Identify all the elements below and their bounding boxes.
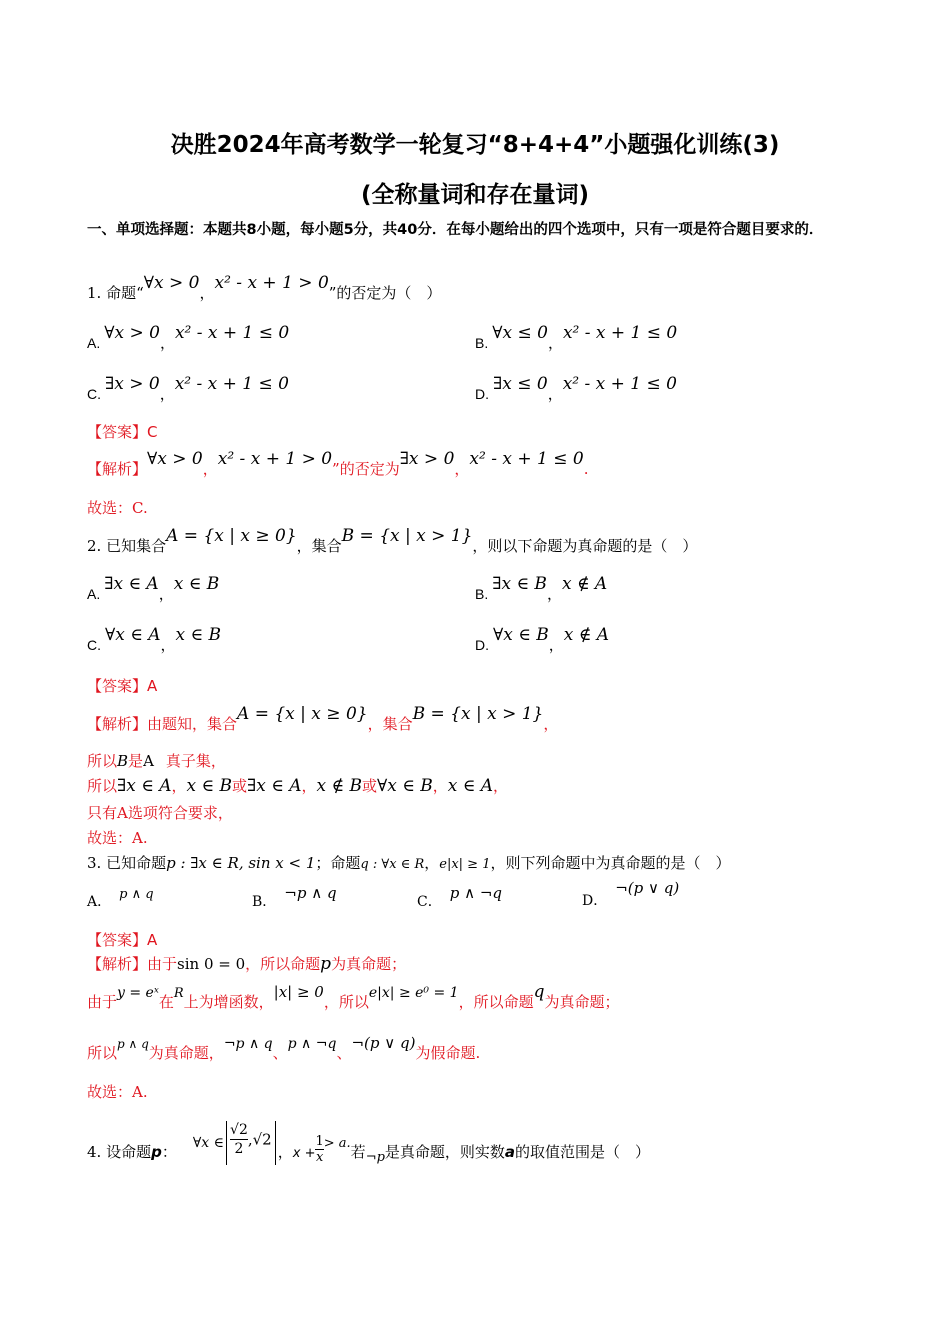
q3-answer bbox=[87, 929, 157, 951]
q2-answer-value: A bbox=[147, 677, 158, 695]
q1-math-2: x² - x + 1 > 0 bbox=[214, 273, 329, 293]
q1-analysis-end: . bbox=[583, 460, 589, 478]
q2-analysis-text-1: 由题知，集合 bbox=[147, 715, 238, 733]
q2-option-c[interactable]: C. ∀x ∈ A，x ∈ B bbox=[87, 625, 222, 654]
q2-analysis-l3-or-1: 或 bbox=[232, 777, 248, 795]
q3-a1-p: p bbox=[320, 954, 332, 974]
q3-a3-math-1: p ∧ q bbox=[117, 1037, 149, 1051]
q3-a1-c: 为真命题； bbox=[331, 955, 407, 973]
q1-option-b-label: B. bbox=[475, 335, 489, 351]
q3-a2-b: 在 bbox=[158, 993, 174, 1011]
q1-answer-tag: 【答案】 bbox=[87, 423, 148, 441]
q1-option-c-math-2: x² - x + 1 ≤ 0 bbox=[174, 374, 289, 394]
q2-set-a: A = {x | x ≥ 0} bbox=[166, 526, 297, 546]
q3-option-d-math: ¬(p ∨ q) bbox=[615, 879, 680, 897]
q3-a2-math-1: y = eˣ bbox=[117, 985, 159, 1001]
q3-q-definition: q : ∀x ∈ R bbox=[360, 857, 425, 872]
q3-option-a[interactable] bbox=[87, 883, 154, 910]
q3-a3-a: 所以 bbox=[87, 1044, 118, 1062]
q3-option-a-label: A． bbox=[87, 894, 112, 910]
q2-option-a-label: A. bbox=[87, 586, 101, 602]
q4-frac-den: 2 bbox=[234, 1141, 244, 1157]
q4-interval bbox=[226, 1121, 276, 1165]
q2-option-d-math-2: x ∉ A bbox=[563, 625, 610, 645]
q3-answer-tag: 【答案】 bbox=[87, 931, 148, 949]
q2-analysis-l2-a: 所以 bbox=[87, 752, 118, 770]
q2-suffix: ，则以下命题为真命题的是（ ） bbox=[472, 537, 698, 555]
q3-a3-math-4: ¬(p ∨ q) bbox=[351, 1034, 416, 1052]
q3-a3-c: 为假命题. bbox=[415, 1044, 481, 1062]
q3-a2-r: R bbox=[173, 986, 184, 1001]
q3-analysis-line-2 bbox=[87, 982, 620, 1015]
q4-frac-num: √2 bbox=[230, 1122, 248, 1138]
q2-analysis-text-2: ，集合 bbox=[367, 715, 413, 733]
q2-option-a-math-1: ∃x ∈ A bbox=[104, 574, 159, 594]
q1-option-a-label: A. bbox=[87, 335, 101, 351]
q3-a3-b: 为真命题， bbox=[148, 1044, 224, 1062]
q4-p: p bbox=[151, 1143, 162, 1161]
q2-option-d[interactable]: D. ∀x ∈ B，x ∉ A bbox=[475, 625, 610, 654]
q1-option-c-math-1: ∃x > 0 bbox=[105, 374, 160, 394]
q2-option-c-label: C. bbox=[87, 637, 101, 653]
q2-analysis-l3-math-2: x ∈ B bbox=[186, 776, 232, 796]
q3-analysis-line-3 bbox=[87, 1034, 481, 1065]
q3-a1-a: 由于 bbox=[147, 955, 178, 973]
q2-analysis-l2-b: 是 bbox=[128, 752, 144, 770]
q2-analysis-l3-math-1: ∃x ∈ A bbox=[117, 776, 172, 796]
q4-suffix-a: 是真命题，则实数 bbox=[384, 1143, 505, 1161]
q3-option-b[interactable] bbox=[252, 883, 337, 910]
q2-analysis-line-1: 【解析】由题知，集合A = {x | x ≥ 0}，集合B = {x | x > 1}， bbox=[87, 704, 559, 733]
q2-option-b-label: B. bbox=[475, 586, 489, 602]
q3-option-d-label: D． bbox=[582, 893, 608, 909]
section-instructions: 一、单项选择题：本题共8小题，每小题5分，共40分．在每小题给出的四个选项中，只有一项是符合题目要求的． bbox=[87, 222, 824, 238]
q3-suffix: ，则下列命题中为真命题的是（ ） bbox=[490, 854, 731, 872]
q2-analysis-line-3: 所以∃x ∈ A，x ∈ B或∃x ∈ A，x ∉ B或∀x ∈ B，x ∈ A， bbox=[87, 776, 509, 796]
q3-prefix: 3. 已知命题 bbox=[87, 854, 167, 872]
q1-option-d-label: D. bbox=[475, 386, 489, 402]
q4-frac2-num: 1 bbox=[315, 1133, 324, 1149]
q1-analysis-tag: 【解析】 bbox=[87, 460, 148, 478]
q1-option-c[interactable]: C. ∃x > 0，x² - x + 1 ≤ 0 bbox=[87, 374, 289, 403]
q3-option-c-label: C． bbox=[417, 894, 442, 910]
q1-option-b-math-1: ∀x ≤ 0 bbox=[492, 323, 548, 343]
q4-math-gt-a: > a. bbox=[323, 1136, 351, 1151]
q3-a1-b: ，所以命题 bbox=[245, 955, 321, 973]
q3-option-a-math: p ∧ q bbox=[119, 887, 154, 902]
q3-a2-c: 上为增函数， bbox=[183, 993, 274, 1011]
q3-analysis-tag: 【解析】 bbox=[87, 955, 148, 973]
q1-math-1: ∀x > 0 bbox=[143, 273, 200, 293]
q1-option-c-label: C. bbox=[87, 386, 101, 402]
q1-option-a[interactable]: A. ∀x > 0，x² - x + 1 ≤ 0 bbox=[87, 323, 290, 352]
q3-option-b-math: ¬p ∧ q bbox=[284, 884, 337, 902]
page-subtitle: (全称量词和存在量词) bbox=[360, 182, 590, 208]
q4-math-x-plus: x + bbox=[292, 1146, 316, 1161]
page-title: 决胜2024年高考数学一轮复习“8+4+4”小题强化训练(3) bbox=[170, 132, 780, 158]
q2-option-a[interactable]: A. ∃x ∈ A，x ∈ B bbox=[87, 574, 220, 603]
q2-option-a-math-2: x ∈ B bbox=[173, 574, 220, 594]
q4-frac2-den: x bbox=[315, 1149, 324, 1165]
q2-option-b-math-2: x ∉ A bbox=[561, 574, 608, 594]
q2-answer bbox=[87, 675, 157, 697]
q3-a3-math-2: ¬p ∧ q bbox=[223, 1036, 273, 1052]
q1-analysis-math-2: x² - x + 1 > 0 bbox=[217, 449, 333, 469]
q2-analysis-l3-math-4: x ∉ B bbox=[316, 776, 362, 796]
q3-a2-math-3: e|x| ≥ e⁰ = 1 bbox=[368, 985, 459, 1001]
q2-mid: ，集合 bbox=[296, 537, 342, 555]
q1-option-a-math-1: ∀x > 0 bbox=[104, 323, 160, 343]
q1-analysis-mid: ”的否定为 bbox=[332, 460, 400, 478]
q1-prefix: 1. 命题“ bbox=[87, 284, 144, 302]
q2-analysis-l2-c: A bbox=[143, 752, 154, 770]
q2-option-d-math-1: ∀x ∈ B bbox=[493, 625, 549, 645]
q3-option-b-label: B． bbox=[252, 894, 277, 910]
q1-answer bbox=[87, 421, 158, 443]
q1-conclusion: 故选：C. bbox=[87, 499, 148, 517]
q2-analysis-l3-math-3: ∃x ∈ A bbox=[247, 776, 302, 796]
q3-p-definition: p : ∃x ∈ R, sin x < 1 bbox=[166, 854, 316, 872]
q2-analysis-l2-d: 真子集， bbox=[165, 752, 226, 770]
q2-option-c-math-1: ∀x ∈ A bbox=[105, 625, 161, 645]
q4-a: a bbox=[504, 1143, 516, 1161]
q4-fraction-2 bbox=[315, 1134, 323, 1165]
q3-answer-value: A bbox=[147, 931, 158, 949]
q2-analysis-l3-math-5: ∀x ∈ B bbox=[377, 776, 433, 796]
q3-a2-a: 由于 bbox=[87, 993, 118, 1011]
q3-q-definition-2: e|x| ≥ 1 bbox=[439, 857, 491, 872]
q2-option-d-label: D. bbox=[475, 637, 489, 653]
q1-comma: ， bbox=[199, 284, 215, 302]
q1-option-a-math-2: x² - x + 1 ≤ 0 bbox=[174, 323, 290, 343]
q3-a3-sep-2: 、 bbox=[336, 1044, 352, 1062]
question-1-stem bbox=[87, 273, 442, 304]
q2-analysis-set-a: A = {x | x ≥ 0} bbox=[237, 704, 368, 724]
q1-option-d-math-1: ∃x ≤ 0 bbox=[493, 374, 548, 394]
q2-analysis-line-4: 只有A选项符合要求， bbox=[87, 804, 233, 822]
q1-analysis-math-3: ∃x > 0 bbox=[399, 449, 455, 469]
q4-neg-p: ¬p bbox=[365, 1150, 385, 1165]
q1-option-d-math-2: x² - x + 1 ≤ 0 bbox=[562, 374, 677, 394]
q4-suffix-b: 的取值范围是（ ） bbox=[515, 1143, 651, 1161]
q2-analysis-l3-math-6: x ∈ A bbox=[447, 776, 494, 796]
question-4-stem: 4. 设命题p： ∀x ∈ $\frac{√2}{2}$ ,√2，x + $\frac{1}{x}$ > a.若¬p是真命题，则实数a的取值范围是（ ） bbox=[87, 1122, 651, 1165]
q3-option-d[interactable] bbox=[582, 878, 680, 909]
q4-interval-end: ,√2 bbox=[247, 1130, 272, 1149]
q2-option-b[interactable]: B. ∃x ∈ B，x ∉ A bbox=[475, 574, 608, 603]
q2-answer-tag: 【答案】 bbox=[87, 677, 148, 695]
q3-a2-math-2: |x| ≥ 0 bbox=[273, 983, 324, 1001]
q3-a3-math-3: p ∧ ¬q bbox=[287, 1036, 337, 1052]
q2-option-c-math-2: x ∈ B bbox=[175, 625, 222, 645]
question-3-stem: 3. 已知命题p : ∃x ∈ R, sin x < 1；命题q : ∀x ∈ R，e|x| ≥ 1，则下列命题中为真命题的是（ ） bbox=[87, 854, 731, 872]
q2-analysis-l3-a: 所以 bbox=[87, 777, 118, 795]
q2-analysis-set-b: B = {x | x > 1} bbox=[412, 704, 544, 724]
q3-a1-math: sin 0 = 0 bbox=[177, 955, 246, 973]
q2-analysis-l2-math: B bbox=[117, 752, 129, 770]
q1-analysis-math-1: ∀x > 0 bbox=[147, 449, 203, 469]
q3-a2-d: ，所以 bbox=[323, 993, 369, 1011]
q1-suffix: ”的否定为（ ） bbox=[328, 284, 442, 302]
q3-a3-sep-1: 、 bbox=[272, 1044, 288, 1062]
q3-option-c-math: p ∧ ¬q bbox=[449, 884, 503, 902]
q3-a2-q: q bbox=[533, 982, 545, 1002]
q2-analysis-l3-or-2: 或 bbox=[362, 777, 378, 795]
q2-analysis-line-2 bbox=[87, 750, 226, 772]
q4-fraction bbox=[230, 1121, 248, 1158]
q2-set-b: B = {x | x > 1} bbox=[341, 526, 473, 546]
q1-analysis-math-4: x² - x + 1 ≤ 0 bbox=[469, 449, 584, 469]
q2-prefix: 2. 已知集合 bbox=[87, 537, 167, 555]
question-2-stem bbox=[87, 526, 698, 557]
q2-conclusion: 故选：A. bbox=[87, 829, 148, 847]
q4-colon: ： bbox=[161, 1143, 177, 1161]
q2-analysis-tag: 【解析】 bbox=[87, 715, 148, 733]
q3-mid: ；命题 bbox=[315, 854, 361, 872]
q1-option-d[interactable]: D. ∃x ≤ 0，x² - x + 1 ≤ 0 bbox=[475, 374, 677, 403]
q3-conclusion: 故选：A. bbox=[87, 1083, 148, 1101]
q3-a2-f: 为真命题； bbox=[544, 993, 620, 1011]
q3-analysis-line-1 bbox=[87, 953, 406, 975]
q1-answer-value: C bbox=[147, 423, 158, 441]
q4-mid: 若 bbox=[350, 1143, 366, 1161]
q1-option-b-math-2: x² - x + 1 ≤ 0 bbox=[562, 323, 678, 343]
q1-analysis: 【解析】∀x > 0，x² - x + 1 > 0”的否定为∃x > 0，x² - x + 1 ≤ 0. bbox=[87, 449, 589, 478]
q4-prefix: 4. 设命题 bbox=[87, 1143, 152, 1161]
q3-a2-e: ，所以命题 bbox=[458, 993, 534, 1011]
q1-option-b[interactable]: B. ∀x ≤ 0，x² - x + 1 ≤ 0 bbox=[475, 323, 678, 352]
q2-option-b-math-1: ∃x ∈ B bbox=[492, 574, 547, 594]
q4-math-forall: ∀x ∈ bbox=[192, 1135, 225, 1151]
q3-option-c[interactable] bbox=[417, 883, 503, 910]
